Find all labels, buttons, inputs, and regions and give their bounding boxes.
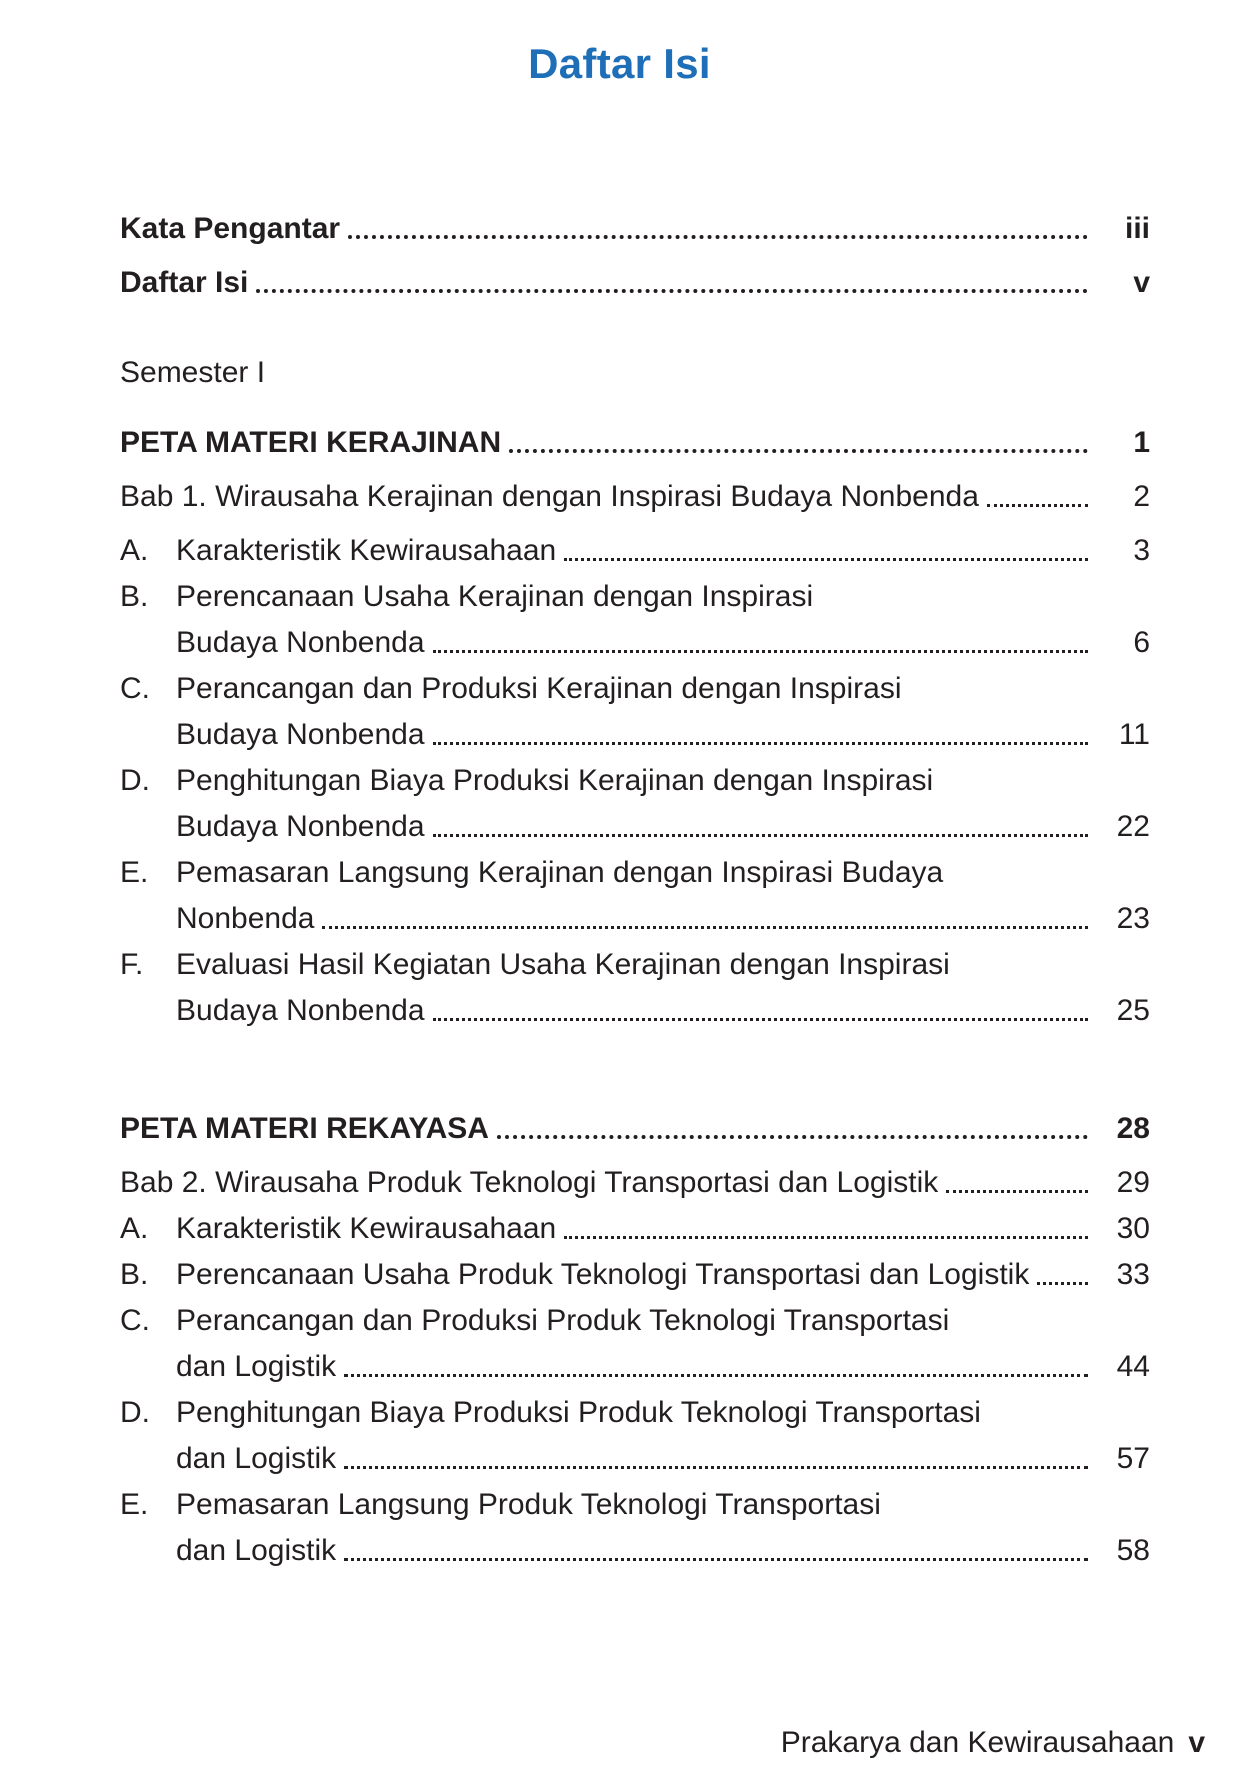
toc-item-2a[interactable]	[120, 1206, 1150, 1252]
toc-page-number: 6	[1133, 626, 1150, 659]
item-letter: D.	[120, 1396, 150, 1429]
toc-entry-label: dan Logistik	[176, 1534, 337, 1567]
toc-page-number: 1	[1133, 426, 1150, 459]
item-letter: E.	[120, 1488, 149, 1521]
dot-leader	[987, 504, 1088, 507]
toc-item-2b[interactable]	[120, 1252, 1150, 1298]
toc-entry-label: Bab 2. Wirausaha Produk Teknologi Transportasi dan Logistik	[120, 1166, 939, 1199]
toc-item-1e-line1[interactable]	[120, 850, 1150, 896]
toc-item-1a[interactable]	[120, 528, 1150, 574]
toc-entry-kata-pengantar[interactable]	[120, 206, 1150, 252]
dot-leader	[433, 834, 1088, 837]
toc-page-number: 2	[1133, 480, 1150, 513]
item-letter: B.	[120, 580, 149, 613]
dot-leader	[344, 1374, 1088, 1377]
item-letter: E.	[120, 856, 149, 889]
toc-entry-label: dan Logistik	[176, 1350, 337, 1383]
toc-entry-label: Nonbenda	[176, 902, 315, 935]
dot-leader	[1037, 1282, 1088, 1285]
toc-item-1c-line2[interactable]	[120, 712, 1150, 758]
dot-leader	[564, 558, 1088, 561]
toc-page-number: 28	[1116, 1112, 1150, 1145]
toc-page-number: 25	[1116, 994, 1150, 1027]
toc-item-1e-line2[interactable]	[120, 896, 1150, 942]
toc-page-number: 23	[1116, 902, 1150, 935]
toc-entry-label: Penghitungan Biaya Produksi Kerajinan dengan Inspirasi	[176, 764, 934, 797]
item-letter: C.	[120, 672, 150, 705]
toc-page-number: 57	[1116, 1442, 1150, 1475]
dot-leader	[322, 926, 1088, 929]
toc-heading-rekayasa[interactable]	[120, 1106, 1150, 1152]
toc-page-number: 30	[1116, 1212, 1150, 1245]
toc-entry-label: Budaya Nonbenda	[176, 718, 425, 751]
page-title: Daftar Isi	[528, 40, 711, 87]
toc-item-2c-line1[interactable]	[120, 1298, 1150, 1344]
dot-leader	[344, 1466, 1088, 1469]
toc-page-number: 3	[1133, 534, 1150, 567]
toc-page-number: 29	[1116, 1166, 1150, 1199]
toc-entry-label: PETA MATERI KERAJINAN	[120, 426, 502, 459]
toc-page-number: 11	[1118, 718, 1150, 751]
toc-entry-label: Budaya Nonbenda	[176, 994, 425, 1027]
semester-label: Semester I	[120, 356, 266, 389]
toc-page-number: 44	[1116, 1350, 1150, 1383]
page-footer	[781, 1720, 1205, 1766]
toc-page-number: 33	[1116, 1258, 1150, 1291]
dot-leader	[344, 1558, 1088, 1561]
toc-entry-label: Perancangan dan Produksi Kerajinan dengan Inspirasi	[176, 672, 902, 705]
footer-page-number: v	[1188, 1726, 1205, 1759]
toc-chapter-2[interactable]	[120, 1160, 1150, 1206]
dot-leader	[348, 235, 1088, 239]
toc-item-1c-line1[interactable]	[120, 666, 1150, 712]
dot-leader	[497, 1135, 1088, 1139]
toc-item-2e-line1[interactable]	[120, 1482, 1150, 1528]
dot-leader	[256, 289, 1088, 293]
toc-entry-label: Perencanaan Usaha Kerajinan dengan Inspirasi	[176, 580, 814, 613]
toc-entry-label: Perencanaan Usaha Produk Teknologi Transportasi dan Logistik	[176, 1258, 1030, 1291]
toc-item-1f-line1[interactable]	[120, 942, 1150, 988]
toc-entry-label: Pemasaran Langsung Produk Teknologi Transportasi	[176, 1488, 881, 1521]
toc-item-1b-line1[interactable]	[120, 574, 1150, 620]
dot-leader	[433, 1018, 1088, 1021]
toc-entry-daftar-isi[interactable]	[120, 260, 1150, 306]
toc-entry-label: Penghitungan Biaya Produksi Produk Teknologi Transportasi	[176, 1396, 981, 1429]
toc-item-2d-line1[interactable]	[120, 1390, 1150, 1436]
toc-item-2c-line2[interactable]	[120, 1344, 1150, 1390]
toc-entry-label: Daftar Isi	[120, 266, 249, 299]
toc-page-number: 58	[1116, 1534, 1150, 1567]
dot-leader	[509, 449, 1088, 453]
toc-entry-label: Bab 1. Wirausaha Kerajinan dengan Inspirasi Budaya Nonbenda	[120, 480, 979, 513]
footer-book-title: Prakarya dan Kewirausahaan	[780, 1726, 1175, 1759]
item-letter: D.	[120, 764, 150, 797]
toc-entry-label: Budaya Nonbenda	[176, 626, 425, 659]
toc-entry-label: Pemasaran Langsung Kerajinan dengan Inspirasi Budaya	[176, 856, 944, 889]
toc-entry-label: dan Logistik	[176, 1442, 337, 1475]
toc-item-1d-line1[interactable]	[120, 758, 1150, 804]
dot-leader	[564, 1236, 1088, 1239]
item-letter: A.	[120, 534, 149, 567]
item-letter: B.	[120, 1258, 149, 1291]
dot-leader	[946, 1190, 1088, 1193]
toc-heading-kerajinan[interactable]	[120, 420, 1150, 466]
toc-entry-label: Perancangan dan Produksi Produk Teknologi Transportasi	[176, 1304, 950, 1337]
item-letter: F.	[120, 948, 144, 981]
toc-page-number: iii	[1124, 212, 1150, 245]
dot-leader	[433, 742, 1088, 745]
toc-page-number: v	[1133, 266, 1150, 299]
toc-item-1b-line2[interactable]	[120, 620, 1150, 666]
item-letter: C.	[120, 1304, 150, 1337]
toc-entry-label: Karakteristik Kewirausahaan	[176, 534, 557, 567]
toc-page-number: 22	[1116, 810, 1150, 843]
toc-entry-label: PETA MATERI REKAYASA	[120, 1112, 489, 1145]
toc-chapter-1[interactable]	[120, 474, 1150, 520]
toc-entry-label: Kata Pengantar	[120, 212, 341, 245]
toc-entry-label: Evaluasi Hasil Kegiatan Usaha Kerajinan dengan Inspirasi	[176, 948, 950, 981]
toc-item-2d-line2[interactable]	[120, 1436, 1150, 1482]
toc-item-1d-line2[interactable]	[120, 804, 1150, 850]
item-letter: A.	[120, 1212, 149, 1245]
toc-entry-label: Budaya Nonbenda	[176, 810, 425, 843]
toc-item-1f-line2[interactable]	[120, 988, 1150, 1034]
toc-item-2e-line2[interactable]	[120, 1528, 1150, 1574]
toc-entry-label: Karakteristik Kewirausahaan	[176, 1212, 557, 1245]
dot-leader	[433, 650, 1088, 653]
